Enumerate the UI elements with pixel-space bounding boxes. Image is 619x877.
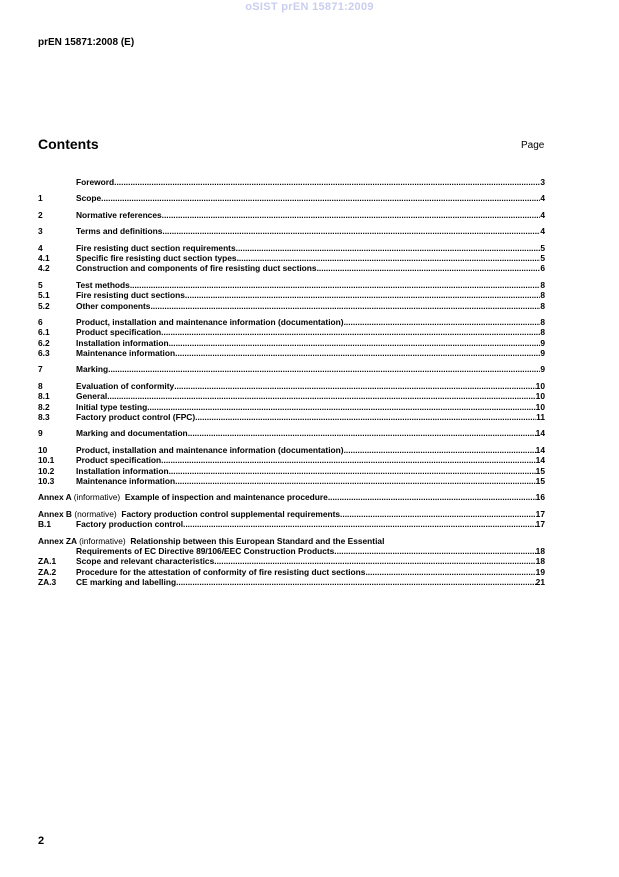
annex-kind: (normative) [74,508,117,519]
leader-dots [108,364,540,374]
toc-entry-number: 6.1 [38,327,50,338]
leader-dots [162,226,540,236]
toc-entry-number: 5.1 [38,290,50,301]
annex-label: Annex B [38,508,72,519]
toc-entry-page: 10 [535,401,545,412]
toc-entry-page: 15 [535,465,545,476]
toc-entry-page: 10 [535,380,545,391]
toc-entry-title: Fire resisting duct sections [76,290,185,301]
toc-entry[interactable] [38,364,545,374]
toc-entry-title: Terms and definitions [76,226,163,237]
toc-entry-page: 14 [535,444,545,455]
toc-entry-title: Factory product control (FPC) [76,412,196,423]
toc-entry[interactable] [38,509,545,519]
toc-entry-page: 9 [540,364,545,375]
leader-dots [188,428,536,438]
toc-entry-page: 8 [540,316,545,327]
toc-entry-page: 14 [535,455,545,466]
toc-entry-title: Product specification [76,327,162,338]
leader-dots [147,402,535,412]
leader-dots [317,263,541,273]
page-column-label: Page [521,140,545,151]
toc-entry[interactable] [38,348,545,358]
toc-entry[interactable] [38,402,545,412]
toc-entry-page: 14 [535,428,545,439]
toc-entry-number: 7 [38,364,43,375]
toc-entry[interactable] [38,263,545,273]
toc-entry[interactable] [38,492,545,502]
annex-kind: (informative) [79,535,126,546]
annex-label: Annex ZA [38,535,77,546]
toc-entry-page: 17 [535,519,545,530]
toc-entry[interactable] [38,177,545,187]
toc-entry-page: 19 [535,566,545,577]
leader-dots [236,243,541,253]
leader-dots [107,391,535,401]
toc-group [38,317,545,359]
toc-entry[interactable] [38,577,545,587]
page-title: Contents [38,136,99,152]
toc-entry-number: 10.3 [38,475,55,486]
leader-dots [174,381,535,391]
toc-entry-page: 4 [540,226,545,237]
toc-entry-page: 9 [540,348,545,359]
leader-dots [176,577,536,587]
toc-entry-number: 3 [38,226,43,237]
leader-dots [185,290,540,300]
toc-entry-title: Initial type testing [76,401,148,412]
toc-entry-page: 8 [540,279,545,290]
toc-entry-title: Construction and components of fire resisting duct sections [76,263,317,274]
toc-group [38,280,545,311]
toc-entry[interactable] [38,412,545,422]
toc-entry-title: General [76,391,108,402]
toc-group [38,210,545,220]
annex-kind: (informative) [73,492,121,503]
toc-entry-page: 8 [540,327,545,338]
toc-entry[interactable] [38,466,545,476]
toc-entry[interactable] [38,290,545,300]
toc-entry-page: 17 [535,508,545,519]
toc-entry-page: 5 [540,242,545,253]
toc-entry-number: 8.2 [38,401,50,412]
toc-group [38,445,545,487]
toc-entry-number: 6.3 [38,348,50,359]
toc-entry[interactable] [38,428,545,438]
toc-entry-number: 10 [38,444,48,455]
toc-entry[interactable] [38,338,545,348]
toc-entry-title: Product specification [76,455,162,466]
toc-entry-title: Installation information [76,465,169,476]
toc-entry-number: 4 [38,242,43,253]
toc-group [38,243,545,274]
toc-entry-number: 6.2 [38,337,50,348]
leader-dots [150,301,540,311]
toc-entry[interactable] [38,317,545,327]
toc-entry[interactable] [38,455,545,465]
toc-entry-title [38,536,384,546]
toc-entry-page: 8 [540,300,545,311]
toc-entry-number: ZA.3 [38,577,57,588]
toc-entry-title: Marking [76,364,109,375]
leader-dots [214,556,535,566]
toc-entry-title: Scope and relevant characteristics [76,556,215,567]
toc-entry-number: 10.1 [38,455,55,466]
page-number: 2 [38,835,45,847]
toc-entry-title: Product, installation and maintenance information (documentation) [76,316,344,327]
toc-entry-title: Maintenance information [76,475,176,486]
toc-entry[interactable] [38,519,545,529]
toc-entry-title: Product, installation and maintenance information (documentation) [76,444,344,455]
toc-entry-page: 4 [540,193,545,204]
toc-entry-number: 4.1 [38,252,50,263]
toc-entry-page: 21 [535,577,545,588]
toc-entry[interactable] [38,381,545,391]
leader-dots [334,546,535,556]
toc-entry[interactable] [38,445,545,455]
annex-title: Factory production control supplemental requirements [121,508,341,519]
toc-entry-number: 9 [38,428,43,439]
toc-entry-continuation[interactable] [38,546,545,556]
toc-entry-number: 8.1 [38,391,50,402]
toc-entry-number: 8 [38,380,43,391]
toc-entry[interactable] [38,327,545,337]
toc-entry-title: CE marking and labelling [76,577,177,588]
toc-entry-title: Normative references [76,209,162,220]
toc-entry-title [38,509,340,519]
toc-clauses [38,177,545,486]
toc-entry-title: Factory production control [76,519,184,530]
leader-dots [344,445,536,455]
toc-entry[interactable] [38,253,545,263]
toc-group [38,381,545,423]
toc-entry-page: 6 [540,263,545,274]
annex-title: Example of inspection and maintenance procedure [124,492,328,503]
toc-entry-number: ZA.1 [38,556,57,567]
leader-dots [344,317,541,327]
toc-entry[interactable] [38,391,545,401]
leader-dots [175,476,536,486]
toc-entry-title: Marking and documentation [76,428,188,439]
leader-dots [169,338,541,348]
toc-entry-title: Foreword [76,176,115,187]
toc-entry-title [38,492,328,502]
watermark: oSIST prEN 15871:2009 [245,1,374,13]
toc-entry-number: 1 [38,193,43,204]
toc-entry-page: 10 [535,391,545,402]
toc-entry-page: 5 [540,252,545,263]
toc-entry-title: Installation information [76,337,169,348]
toc-entry-number: ZA.2 [38,566,57,577]
leader-dots [183,519,536,529]
leader-dots [175,348,540,358]
leader-dots [328,492,536,502]
toc-annex-za [38,536,545,588]
toc-entry[interactable] [38,536,545,546]
table-of-contents [38,177,545,594]
toc-entry-title: Scope [76,193,102,204]
toc-entry-page: 3 [540,176,545,187]
toc-group [38,428,545,438]
leader-dots [340,509,536,519]
toc-entry-page: 9 [540,337,545,348]
leader-dots [365,567,535,577]
leader-dots [161,327,540,337]
toc-entry-number: 4.2 [38,263,50,274]
toc-group [38,226,545,236]
toc-entry-page: 18 [535,545,545,556]
toc-entry-title: Fire resisting duct section requirements [76,242,236,253]
annex-label: Annex A [38,492,72,503]
toc-entry[interactable] [38,226,545,236]
toc-entry-title: Evaluation of conformity [76,380,175,391]
toc-entry[interactable] [38,210,545,220]
toc-entry-title: Test methods [76,279,130,290]
toc-entry-page: 11 [536,412,545,423]
toc-entry-title: Specific fire resisting duct section types [76,252,237,263]
toc-entry-page: 16 [535,492,545,503]
toc-entry-number: 5 [38,279,43,290]
toc-entry-number: 2 [38,209,43,220]
toc-entry-page: 4 [540,209,545,220]
toc-entry[interactable] [38,476,545,486]
leader-dots [101,193,540,203]
toc-entry[interactable] [38,567,545,577]
leader-dots [161,455,536,465]
toc-entry-page: 8 [540,290,545,301]
toc-group [38,193,545,203]
leader-dots [169,466,536,476]
toc-entry-title: Procedure for the attestation of conformity of fire resisting duct sections [76,566,366,577]
toc-annex-a [38,492,545,502]
document-id: prEN 15871:2008 (E) [38,37,135,48]
leader-dots [195,412,536,422]
toc-entry[interactable] [38,280,545,290]
toc-entry[interactable] [38,243,545,253]
annex-title: Relationship between this European Standard and the Essential [130,535,385,546]
leader-dots [114,177,540,187]
toc-annex-za-items [38,556,545,587]
toc-entry[interactable] [38,556,545,566]
toc-group [38,177,545,187]
toc-entry-number: 8.3 [38,412,50,423]
toc-entry-page: 15 [535,475,545,486]
toc-group [38,364,545,374]
toc-entry-title: Other components [76,300,151,311]
leader-dots [237,253,541,263]
toc-annex-b [38,509,545,530]
toc-entry-page: 18 [535,556,545,567]
leader-dots [162,210,541,220]
toc-entry-number: 6 [38,316,43,327]
toc-entry-title: Requirements of EC Directive 89/106/EEC Construction Products [76,545,335,556]
toc-entry-number: B.1 [38,519,52,530]
toc-entry[interactable] [38,193,545,203]
toc-entry-title: Maintenance information [76,348,176,359]
toc-entry-number: 5.2 [38,300,50,311]
toc-entry-number: 10.2 [38,465,55,476]
leader-dots [130,280,541,290]
toc-entry[interactable] [38,301,545,311]
